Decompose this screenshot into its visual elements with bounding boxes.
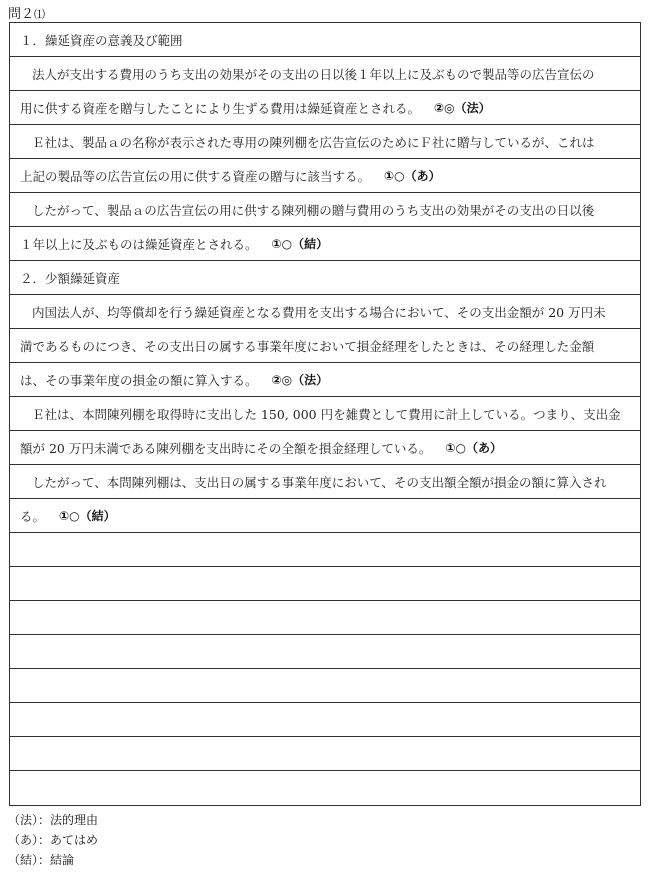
- row-text: 上記の製品等の広告宣伝の用に供する資産の贈与に該当する。: [20, 168, 371, 184]
- row-text: Ｅ社は、本問陳列棚を取得時に支出した 150, 000 円を雑費として費用に計上している。つまり、支出金: [32, 406, 621, 422]
- answer-row: [10, 499, 640, 533]
- answer-sheet: [9, 22, 641, 806]
- row-text: したがって、製品ａの広告宣伝の用に供する陳列棚の贈与費用のうち支出の効果がその支出の日以後: [32, 202, 595, 218]
- answer-row: [10, 397, 640, 431]
- answer-row: [10, 363, 640, 397]
- legend-item-legal-reason: （法）：法的理由: [8, 813, 99, 827]
- answer-row: [10, 159, 640, 193]
- question-heading: [8, 3, 45, 22]
- row-text: １．繰延資産の意義及び範囲: [20, 32, 183, 48]
- blank-row: [10, 669, 640, 703]
- legend-item-application: （あ）：あてはめ: [8, 833, 99, 847]
- row-text: 満であるものにつき、その支出日の属する事業年度において損金経理をしたときは、その経理した金額: [20, 338, 595, 354]
- answer-row: [10, 125, 640, 159]
- row-text: Ｅ社は、製品ａの名称が表示された専用の陳列棚を広告宣伝のためにＦ社に贈与しているが、これは: [32, 134, 595, 150]
- answer-row: [10, 329, 640, 363]
- answer-row: [10, 465, 640, 499]
- row-text: １年以上に及ぶものは繰延資産とされる。: [20, 236, 258, 252]
- answer-row: [10, 261, 640, 295]
- answer-row: [10, 431, 640, 465]
- answer-row: [10, 193, 640, 227]
- question-number: 問２: [8, 7, 35, 22]
- answer-row: [10, 23, 640, 57]
- score-mark: ①○（結）: [59, 509, 116, 523]
- legend: [8, 810, 98, 870]
- row-text: したがって、本問陳列棚は、支出日の属する事業年度において、その支出額全額が損金の額に算入され: [32, 474, 607, 490]
- score-mark: ②◎（法）: [434, 101, 491, 115]
- row-text: る。: [20, 508, 46, 524]
- score-mark: ①○（結）: [271, 237, 329, 251]
- row-text: は、その事業年度の損金の額に算入する。: [20, 372, 258, 388]
- blank-row: [10, 703, 640, 737]
- blank-row: [10, 567, 640, 601]
- row-text: 用に供する資産を贈与したことにより生ずる費用は繰延資産とされる。: [20, 100, 421, 116]
- row-text: ２．少額繰延資産: [20, 270, 121, 286]
- answer-row: [10, 227, 640, 261]
- blank-row: [10, 601, 640, 635]
- answer-row: [10, 295, 640, 329]
- blank-row: [10, 737, 640, 771]
- question-sub-number: ⑴: [34, 8, 46, 21]
- score-mark: ①○（あ）: [384, 169, 441, 183]
- row-text: 内国法人が、均等償却を行う繰延資産となる費用を支出する場合において、その支出金額が 20 万円未: [32, 304, 606, 320]
- blank-row: [10, 635, 640, 669]
- row-text: 法人が支出する費用のうち支出の効果がその支出の日以後１年以上に及ぶもので製品等の広告宣伝の: [32, 66, 595, 82]
- answer-row: [10, 91, 640, 125]
- blank-row: [10, 771, 640, 805]
- blank-row: [10, 533, 640, 567]
- score-mark: ②◎（法）: [271, 373, 329, 387]
- score-mark: ①○（あ）: [445, 441, 502, 455]
- row-text: 額が 20 万円未満である陳列棚を支出時にその全額を損金経理している。: [20, 440, 432, 456]
- legend-item-conclusion: （結）：結論: [8, 853, 75, 867]
- answer-row: [10, 57, 640, 91]
